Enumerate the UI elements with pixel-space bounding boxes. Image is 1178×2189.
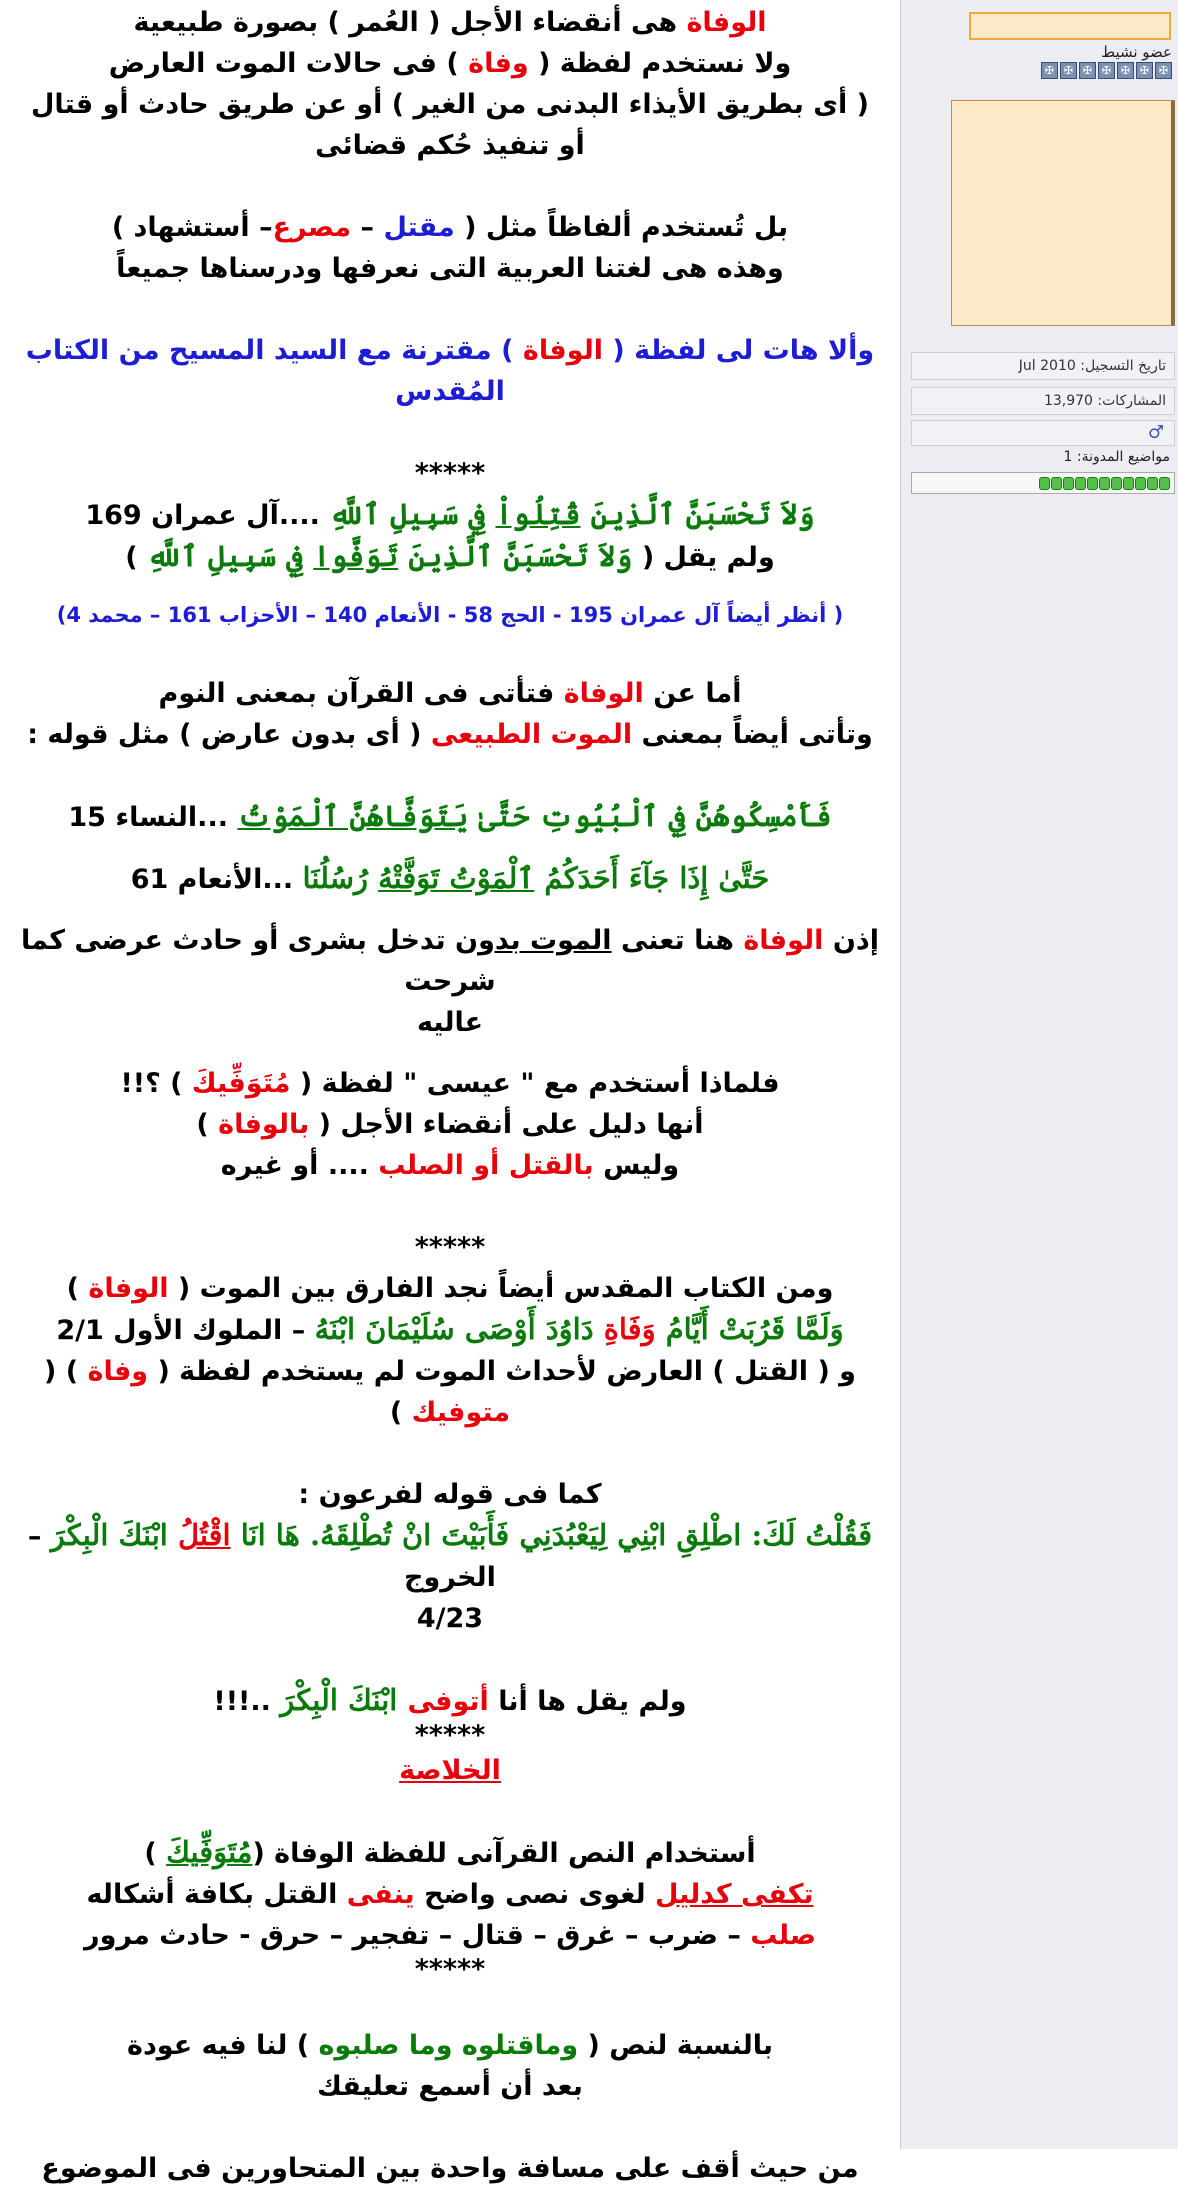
rank-star-icon: ✠	[1117, 62, 1134, 79]
separator-stars: *****	[414, 1720, 486, 1751]
bible-verse: وَلَمَّا قَرُبَتْ أَيَّامُ وَفَاةِ دَاوُدَ أَوْصَى سُلَيْمَانَ ابْنَهُ – الملوك الأول 2/1	[56, 1312, 844, 1346]
post-line: بالنسبة لنص ( وماقتلوه وما صلبوه ) لنا فيه عودة	[127, 2030, 773, 2061]
bible-verse: فَقُلْتُ لَكَ: اطْلِقِ ابْنِي لِيَعْبُدَنِي فَأَبَيْتَ انْ تُطْلِقَهُ. هَا انَا اقْتُلُ ابْنَكَ الْبِكْرَ – الخروج	[27, 1518, 873, 1593]
post-line: وتأتى أيضاً بمعنى الموت الطبيعى ( أى بدون عارض ) مثل قوله :	[27, 719, 873, 750]
gender-row	[911, 420, 1175, 446]
rank-star-icon: ✠	[1098, 62, 1115, 79]
post-line: كما فى قوله لفرعون :	[298, 1479, 602, 1510]
reputation-pip-icon	[1123, 477, 1134, 490]
post-line: أنها دليل على أنقضاء الأجل ( بالوفاة )	[196, 1109, 704, 1140]
username-box[interactable]	[969, 12, 1171, 40]
male-icon: ♂	[1147, 422, 1164, 443]
reputation-bar	[911, 472, 1175, 494]
post-line: بعد أن أسمع تعليقك	[317, 2071, 583, 2102]
reputation-pip-icon	[1087, 477, 1098, 490]
rank-star-icon: ✠	[1155, 62, 1172, 79]
avatar[interactable]	[951, 100, 1175, 326]
reputation-pip-icon	[1051, 477, 1062, 490]
rank-star-icon: ✠	[1136, 62, 1153, 79]
separator-stars: *****	[414, 1232, 486, 1263]
reputation-pip-icon	[1099, 477, 1110, 490]
post-count: المشاركات: 13,970	[911, 387, 1175, 415]
section-heading-summary: الخلاصة	[399, 1755, 501, 1786]
user-title: عضو نشيط	[1101, 43, 1172, 61]
reputation-pip-icon	[1063, 477, 1074, 490]
references-note: ( أنظر أيضاً آل عمران 195 - الحج 58 - الأنعام 140 – الأحزاب 161 – محمد 4)	[56, 603, 844, 627]
rank-star-icon: ✠	[1041, 62, 1058, 79]
reputation-pip-icon	[1111, 477, 1122, 490]
post-line: فلماذا أستخدم مع " عيسى " لفظة ( مُتَوَفِّيكَ ) ؟!!	[120, 1068, 780, 1099]
reputation-pip-icon	[1159, 477, 1170, 490]
post-line: من حيث أقف على مسافة واحدة بين المتحاورين فى الموضوع	[41, 2153, 859, 2184]
post-line: ومن الكتاب المقدس أيضاً نجد الفارق بين الموت ( الوفاة )	[66, 1273, 834, 1304]
post-line: ولا نستخدم لفظة ( وفاة ) فى حالات الموت العارض	[108, 48, 792, 79]
post-line: بل تُستخدم ألفاظاً مثل ( مقتل – مصرع– أستشهاد )	[111, 212, 789, 243]
quran-verse: وَلاَ تَحْسَبَنَّ ٱلَّذِينَ قُتِلُواْ فِي سَبِيلِ ٱللَّهِ ....آل عمران 169	[85, 497, 815, 531]
quran-verse: فَأَمْسِكُوهُنَّ فِي ٱلْبُيُوتِ حَتَّىٰ يَتَوَفَّاهُنَّ ٱلْمَوْتُ ...النساء 15	[68, 799, 832, 833]
reputation-pip-icon	[1039, 477, 1050, 490]
post-line: 4/23	[416, 1603, 484, 1634]
rank-star-icon: ✠	[1060, 62, 1077, 79]
user-info-sidebar	[900, 0, 1178, 2149]
quran-verse: حَتَّىٰ إِذَا جَآءَ أَحَدَكُمُ ٱلْمَوْتُ تَوَفَّتْهُ رُسُلُنَا ...الأنعام 61	[130, 861, 770, 895]
post-line: عاليه	[416, 1007, 484, 1038]
post-line: وهذه هى لغتنا العربية التى نعرفها ودرسناها جميعاً	[116, 253, 784, 284]
post-line: ( أى بطريق الأيذاء البدنى من الغير ) أو عن طريق حادث أو قتال	[30, 89, 870, 120]
post-line: إذن الوفاة هنا تعنى الموت بدون تدخل بشرى أو حادث عرضى كما شرحت	[20, 925, 879, 997]
reputation-pip-icon	[1135, 477, 1146, 490]
post-line: وألا هات لى لفظة ( الوفاة ) مقترنة مع السيد المسيح من الكتاب المُقدس	[25, 335, 875, 407]
rank-star-icon: ✠	[1079, 62, 1096, 79]
separator-stars: *****	[414, 458, 486, 489]
post-line: أو تنفيذ حُكم قضائى	[315, 130, 585, 161]
reputation-pip-icon	[1075, 477, 1086, 490]
post-line: الوفاة هى أنقضاء الأجل ( العُمر ) بصورة طبيعية	[133, 7, 767, 38]
post-line: ولم يقل ها أنا أتوفى ابْنَكَ الْبِكْرَ ..!!!	[213, 1683, 687, 1717]
post-line: ولم يقل ( وَلاَ تَحْسَبَنَّ ٱلَّذِينَ تَوَفَّوا فِي سَبِيلِ ٱللَّهِ )	[125, 539, 775, 573]
blog-entries: مواضيع المدونة: 1	[1063, 449, 1170, 465]
rank-stars	[1041, 62, 1172, 79]
post-line: و ( القتل ) العارض لأحداث الموت لم يستخدم لفظة ( وفاة ) ( متوفيك )	[44, 1356, 856, 1428]
reputation-pip-icon	[1147, 477, 1158, 490]
separator-stars: *****	[414, 1954, 486, 1985]
post-line: وليس بالقتل أو الصلب .... أو غيره	[220, 1150, 680, 1181]
post-line: أما عن الوفاة فتأتى فى القرآن بمعنى النوم	[158, 678, 742, 709]
registration-date: تاريخ التسجيل: Jul 2010	[911, 352, 1175, 380]
post-line: تكفى كدليل لغوى نصى واضح ينفى القتل بكافة أشكاله	[86, 1879, 814, 1910]
post-line: صلب – ضرب – غرق – قتال – تفجير – حرق - حادث مرور	[84, 1920, 816, 1951]
post-line: أستخدام النص القرآنى للفظة الوفاة (مُتَوَفِّيكَ )	[144, 1835, 756, 1869]
